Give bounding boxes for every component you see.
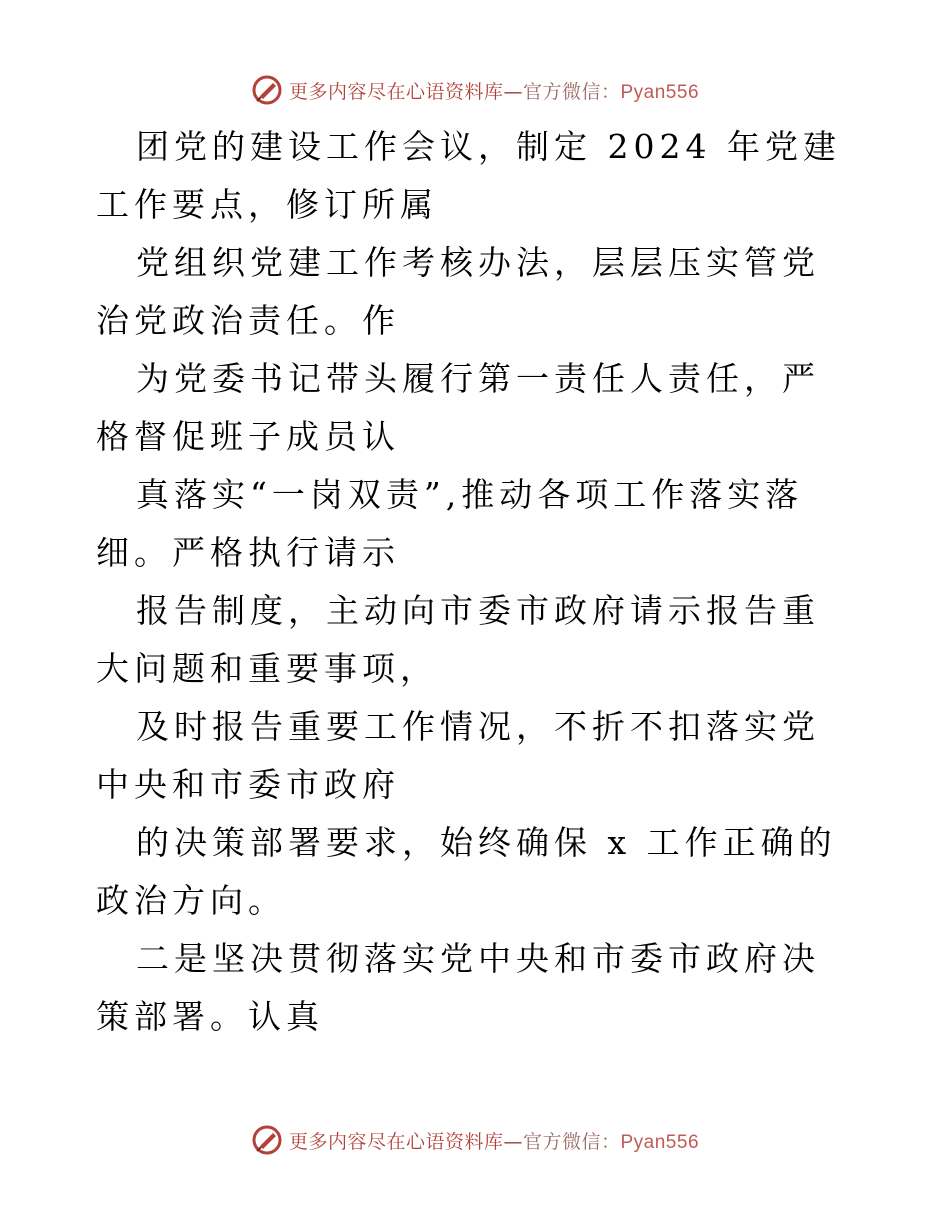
banner-separator: — xyxy=(503,1130,523,1153)
logo-icon xyxy=(251,74,283,106)
banner-wechat-label: 官方微信： xyxy=(522,1130,621,1153)
banner-wechat-id: Pyan556 xyxy=(620,1131,700,1153)
paragraph: 党组织党建工作考核办法，层层压实管党治党政治责任。作 xyxy=(96,243,820,340)
banner-slogan: 更多内容尽在心语资料库 xyxy=(288,80,504,103)
paragraph: 二是坚决贯彻落实党中央和市委市政府决策部署。认真 xyxy=(96,939,820,1036)
banner-text xyxy=(289,77,699,104)
header-banner xyxy=(0,70,950,110)
paragraph: 团党的建设工作会议，制定 2024 年党建工作要点，修订所属 xyxy=(96,127,841,224)
paragraph: 为党委书记带头履行第一责任人责任，严格督促班子成员认 xyxy=(96,359,820,456)
logo-icon xyxy=(251,1124,283,1156)
paragraph: 报告制度，主动向市委市政府请示报告重大问题和重要事项， xyxy=(96,591,820,688)
banner-text xyxy=(289,1127,699,1154)
paragraph: 的决策部署要求，始终确保 x 工作正确的政治方向。 xyxy=(96,823,837,920)
banner-slogan: 更多内容尽在心语资料库 xyxy=(288,1130,504,1153)
banner-separator: — xyxy=(503,80,523,103)
document-body xyxy=(96,118,856,1046)
paragraph: 及时报告重要工作情况，不折不扣落实党中央和市委市政府 xyxy=(96,707,820,804)
paragraph: 真落实“一岗双责”,推动各项工作落实落细。严格执行请示 xyxy=(96,475,804,572)
footer-banner xyxy=(0,1120,950,1160)
banner-wechat-id: Pyan556 xyxy=(620,81,700,103)
banner-wechat-label: 官方微信： xyxy=(522,80,621,103)
